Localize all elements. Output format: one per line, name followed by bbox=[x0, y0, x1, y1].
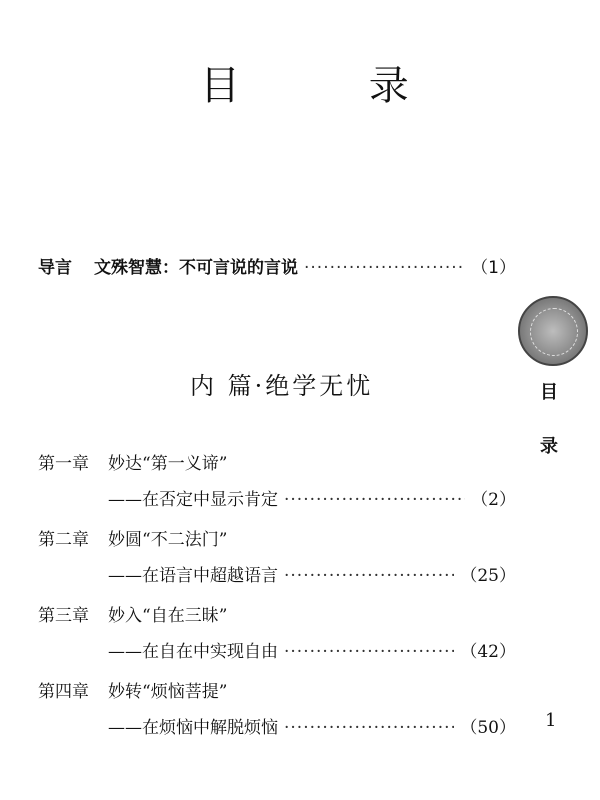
side-tab-label-bottom: 录 bbox=[540, 436, 558, 457]
leader-dots bbox=[284, 710, 454, 746]
toc-entry-chapter-3[interactable] bbox=[38, 598, 516, 674]
chapter-title: 妙入“自在三昧” bbox=[108, 606, 228, 626]
chapter-page-number: （2） bbox=[471, 490, 516, 510]
chapter-number: 第三章 bbox=[38, 606, 89, 626]
toc-entry-chapter-4[interactable] bbox=[38, 674, 516, 750]
chapter-title: 妙达“第一义谛” bbox=[108, 454, 228, 474]
chapter-number: 第一章 bbox=[38, 454, 89, 474]
seal-emblem-ring bbox=[530, 308, 578, 356]
intro-page-number: （1） bbox=[471, 258, 516, 278]
chapter-subtitle: ——在自在中实现自由 bbox=[108, 642, 278, 662]
page-title: 目 录 bbox=[200, 63, 467, 109]
toc-entry-intro[interactable] bbox=[38, 253, 516, 278]
chapter-page-number: （42） bbox=[460, 642, 516, 662]
toc-entry-chapter-1[interactable] bbox=[38, 446, 516, 522]
intro-label: 导言 bbox=[38, 258, 72, 278]
chapter-subtitle: ——在烦恼中解脱烦恼 bbox=[108, 718, 278, 738]
chapter-title: 妙圆“不二法门” bbox=[108, 530, 228, 550]
chapter-page-number: （25） bbox=[460, 566, 516, 586]
chapter-page-number: （50） bbox=[460, 718, 516, 738]
chapter-list bbox=[38, 446, 516, 750]
section-heading: 内 篇·绝学无忧 bbox=[190, 372, 374, 400]
chapter-number: 第四章 bbox=[38, 682, 89, 702]
chapter-number: 第二章 bbox=[38, 530, 89, 550]
leader-dots bbox=[284, 558, 454, 594]
intro-title: 文殊智慧：不可言说的言说 bbox=[94, 258, 298, 278]
page-number: 1 bbox=[545, 710, 557, 731]
seal-emblem-icon bbox=[518, 296, 588, 366]
side-tab-label-top: 目 bbox=[540, 382, 558, 403]
leader-dots bbox=[284, 634, 454, 670]
toc-entry-chapter-2[interactable] bbox=[38, 522, 516, 598]
leader-dots bbox=[284, 482, 465, 518]
leader-dots bbox=[304, 258, 465, 278]
chapter-subtitle: ——在语言中超越语言 bbox=[108, 566, 278, 586]
chapter-subtitle: ——在否定中显示肯定 bbox=[108, 490, 278, 510]
chapter-title: 妙转“烦恼菩提” bbox=[108, 682, 228, 702]
